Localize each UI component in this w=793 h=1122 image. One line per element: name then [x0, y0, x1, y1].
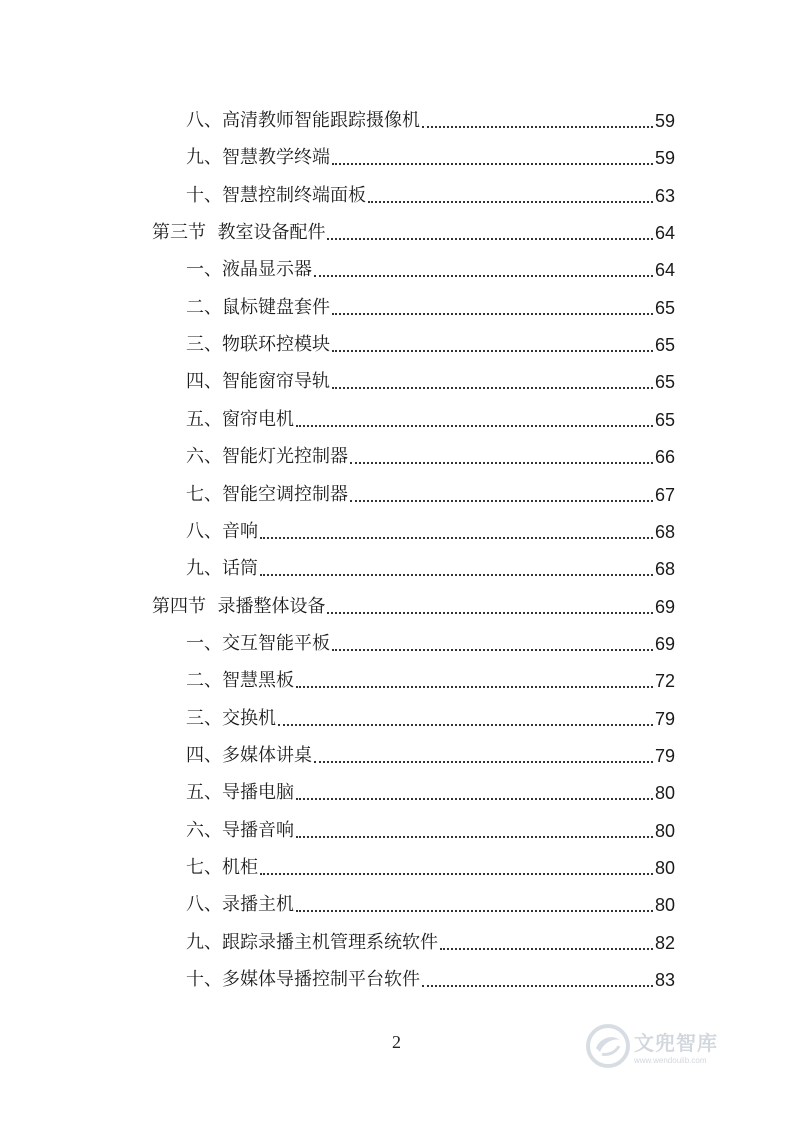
toc-entry-page: 68: [654, 559, 675, 580]
toc-entry-title: 五、导播电脑: [186, 782, 294, 804]
toc-dot-leader: [314, 761, 653, 763]
toc-dot-leader: [296, 910, 653, 912]
toc-entry-title: 一、交互智能平板: [186, 632, 330, 654]
toc-entry-row[interactable]: [186, 515, 675, 543]
toc-dot-leader: [296, 425, 653, 427]
toc-dot-leader: [327, 612, 653, 614]
toc-entry-page: 59: [654, 111, 675, 131]
toc-entry-row[interactable]: [186, 253, 675, 281]
toc-entry-title: 七、机柜: [186, 857, 258, 878]
toc-entry-title: 三、物联环控模块: [186, 334, 330, 356]
toc-dot-leader: [296, 798, 653, 800]
toc-entry-page: 65: [654, 335, 675, 356]
toc-entry-title: 七、智能空调控制器: [186, 483, 348, 505]
toc-entry-row[interactable]: [186, 776, 675, 804]
toc-dot-leader: [422, 985, 653, 987]
toc-entry-page: 64: [654, 260, 675, 281]
toc-dot-leader: [296, 836, 653, 838]
toc-entry-title: 九、智慧教学终端: [186, 147, 330, 169]
watermark-url: www.wendoulib.com: [634, 1056, 707, 1065]
toc-entry-row[interactable]: [186, 814, 675, 842]
toc-entry-row[interactable]: [186, 403, 675, 431]
toc-entry-row[interactable]: [186, 365, 675, 393]
toc-entry-title: 八、录播主机: [186, 894, 294, 916]
toc-dot-leader: [260, 873, 653, 875]
toc-entry-title: 第三节 教室设备配件: [152, 222, 326, 244]
toc-entry-title: 六、导播音响: [186, 819, 294, 841]
toc-entry-page: 64: [654, 223, 675, 244]
toc-entry-row[interactable]: [186, 141, 675, 169]
toc-entry-page: 80: [654, 858, 675, 878]
page-number: 2: [392, 1032, 401, 1052]
toc-entry-page: 72: [654, 671, 675, 692]
toc-entry-page: 69: [654, 633, 675, 654]
toc-entry-row[interactable]: [186, 440, 675, 468]
toc-entry-title: 八、音响: [186, 520, 258, 542]
toc-entry-row[interactable]: [186, 627, 675, 655]
toc-entry-title: 第四节 录播整体设备: [152, 595, 326, 617]
toc-section-row[interactable]: [152, 216, 675, 244]
toc-entry-row[interactable]: [186, 179, 675, 207]
toc-entry-title: 二、智慧黑板: [186, 670, 294, 692]
toc-entry-page: 80: [654, 783, 675, 804]
toc-dot-leader: [260, 537, 653, 539]
toc-dot-leader: [332, 350, 653, 352]
toc-entry-row[interactable]: [186, 702, 675, 730]
toc-dot-leader: [296, 686, 653, 688]
toc-dot-leader: [332, 387, 653, 389]
toc-dot-leader: [260, 574, 653, 576]
watermark-brand: 文兜智库: [634, 1031, 718, 1055]
toc-dot-leader: [327, 238, 653, 240]
toc-dot-leader: [422, 126, 653, 128]
toc-dot-leader: [332, 313, 653, 315]
toc-entry-title: 十、智慧控制终端面板: [186, 184, 366, 206]
toc-section-row[interactable]: [152, 590, 675, 618]
toc-entry-title: 四、多媒体讲桌: [186, 744, 312, 766]
toc-entry-title: 一、液晶显示器: [186, 259, 312, 281]
toc-entry-page: 65: [654, 372, 675, 393]
toc-entry-row[interactable]: [186, 104, 675, 132]
toc-entry-page: 67: [654, 484, 675, 505]
toc-entry-page: 69: [654, 596, 675, 617]
toc-dot-leader: [350, 462, 653, 464]
toc-entry-page: 82: [654, 932, 675, 953]
toc-entry-title: 六、智能灯光控制器: [186, 446, 348, 468]
toc-entry-row[interactable]: [186, 926, 675, 954]
toc-entry-page: 65: [654, 297, 675, 318]
toc-entry-title: 十、多媒体导播控制平台软件: [186, 969, 420, 991]
toc-entry-row[interactable]: [186, 478, 675, 506]
toc-entry-row[interactable]: [186, 739, 675, 767]
toc-entry-title: 四、智能窗帘导轨: [186, 371, 330, 393]
toc-entry-title: 五、窗帘电机: [186, 408, 294, 430]
toc-dot-leader: [278, 724, 653, 726]
toc-entry-row[interactable]: [186, 291, 675, 319]
toc-entry-page: 79: [654, 708, 675, 729]
toc-entry-page: 80: [654, 820, 675, 841]
toc-dot-leader: [314, 275, 653, 277]
toc-dot-leader: [350, 500, 653, 502]
toc-entry-title: 三、交换机: [186, 707, 276, 729]
toc-entry-page: 59: [654, 148, 675, 169]
watermark: [586, 1024, 718, 1068]
wendou-logo-icon: [586, 1024, 630, 1068]
toc-entry-title: 二、鼠标键盘套件: [186, 296, 330, 318]
toc-entry-row[interactable]: [186, 963, 675, 991]
toc-entry-page: 63: [654, 185, 675, 206]
toc-dot-leader: [332, 163, 653, 165]
toc-entry-page: 83: [654, 970, 675, 991]
toc-entry-page: 66: [654, 447, 675, 468]
toc-entry-title: 九、跟踪录播主机管理系统软件: [186, 931, 438, 953]
toc-dot-leader: [332, 649, 653, 651]
toc-entry-page: 65: [654, 409, 675, 430]
toc-entry-page: 79: [654, 745, 675, 766]
toc-dot-leader: [368, 201, 653, 203]
toc-entry-row[interactable]: [186, 328, 675, 356]
toc-dot-leader: [440, 948, 653, 950]
toc-entry-row[interactable]: [186, 888, 675, 916]
toc-entry-title: 八、高清教师智能跟踪摄像机: [186, 110, 420, 131]
toc-entry-row[interactable]: [186, 552, 675, 580]
toc-entry-page: 80: [654, 895, 675, 916]
toc-entry-row[interactable]: [186, 851, 675, 879]
toc-entry-page: 68: [654, 521, 675, 542]
toc-entry-row[interactable]: [186, 664, 675, 692]
toc-entry-title: 九、话筒: [186, 558, 258, 580]
